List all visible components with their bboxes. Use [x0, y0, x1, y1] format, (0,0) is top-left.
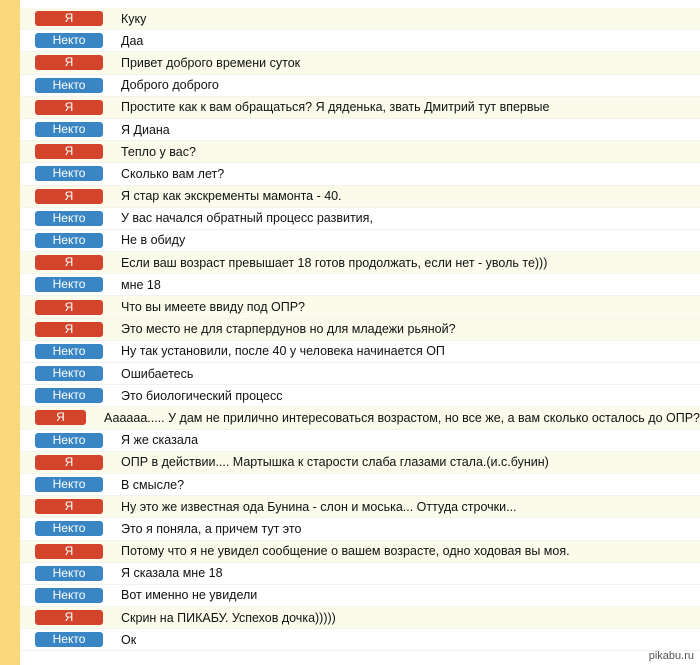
chat-message-row	[20, 296, 700, 318]
message-text: Если ваш возраст превышает 18 готов продолжать, если нет - уволь те)))	[121, 255, 548, 270]
message-text: Скрин на ПИКАБУ. Успехов дочка)))))	[121, 610, 336, 625]
sender-badge-me: Я	[35, 144, 103, 159]
message-text: Я стар как экскременты мамонта - 40.	[121, 189, 342, 204]
sender-badge-other: Некто	[35, 233, 103, 248]
sender-badge-other: Некто	[35, 632, 103, 647]
sender-badge-other: Некто	[35, 344, 103, 359]
chat-message-row	[20, 30, 700, 52]
sender-badge-me: Я	[35, 189, 103, 204]
message-text: Привет доброго времени суток	[121, 55, 301, 70]
sender-badge-me: Я	[35, 610, 103, 625]
sender-badge-other: Некто	[35, 433, 103, 448]
message-text: Я Диана	[121, 122, 170, 137]
message-text: У вас начался обратный процесс развития,	[121, 211, 373, 226]
chat-message-row	[20, 585, 700, 607]
message-text: Тепло у вас?	[121, 144, 196, 159]
message-text: Это я поняла, а причем тут это	[121, 521, 302, 536]
message-text: Простите как к вам обращаться? Я дяденька, звать Дмитрий тут впервые	[121, 100, 550, 115]
sender-badge-me: Я	[35, 455, 103, 470]
sender-badge-me: Я	[35, 11, 103, 26]
chat-message-row	[20, 407, 700, 429]
chat-message-row	[20, 496, 700, 518]
sender-badge-me: Я	[35, 300, 103, 315]
chat-message-row	[20, 8, 700, 30]
chat-message-row	[20, 163, 700, 185]
sender-badge-me: Я	[35, 322, 103, 337]
message-text: ОПР в действии.... Мартышка к старости слаба глазами стала.(и.с.бунин)	[121, 455, 549, 470]
sender-badge-other: Некто	[35, 566, 103, 581]
chat-message-row	[20, 452, 700, 474]
sender-badge-other: Некто	[35, 211, 103, 226]
message-text: Я же сказала	[121, 433, 199, 448]
sender-badge-other: Некто	[35, 521, 103, 536]
chat-message-row	[20, 518, 700, 540]
left-decor-strip	[0, 0, 20, 665]
message-text: Куку	[121, 11, 147, 26]
sender-badge-other: Некто	[35, 78, 103, 93]
chat-message-row	[20, 319, 700, 341]
message-text: Это место не для старпердунов но для младежи рьяной?	[121, 322, 456, 337]
chat-message-row	[20, 141, 700, 163]
sender-badge-me: Я	[35, 544, 103, 559]
message-text: мне 18	[121, 277, 161, 292]
chat-message-row	[20, 208, 700, 230]
chat-message-row	[20, 474, 700, 496]
message-text: Что вы имеете ввиду под ОПР?	[121, 300, 306, 315]
message-text: Потому что я не увидел сообщение о вашем возрасте, одно ходовая вы моя.	[121, 544, 570, 559]
chat-message-row	[20, 119, 700, 141]
chat-message-row	[20, 75, 700, 97]
message-text: Ошибаетесь	[121, 366, 194, 381]
sender-badge-other: Некто	[35, 166, 103, 181]
message-text: Ок	[121, 632, 137, 647]
sender-badge-me: Я	[35, 410, 86, 425]
message-text: Даа	[121, 33, 144, 48]
chat-message-row	[20, 385, 700, 407]
message-text: Ну так установили, после 40 у человека начинается ОП	[121, 344, 445, 359]
sender-badge-other: Некто	[35, 477, 103, 492]
chat-message-row	[20, 274, 700, 296]
message-text: Это биологический процесс	[121, 388, 283, 403]
chat-message-row	[20, 430, 700, 452]
sender-badge-other: Некто	[35, 588, 103, 603]
sender-badge-other: Некто	[35, 122, 103, 137]
chat-message-row	[20, 541, 700, 563]
sender-badge-me: Я	[35, 55, 103, 70]
sender-badge-other: Некто	[35, 366, 103, 381]
chat-log	[20, 8, 700, 651]
sender-badge-me: Я	[35, 499, 103, 514]
sender-badge-other: Некто	[35, 277, 103, 292]
chat-message-row	[20, 363, 700, 385]
watermark: pikabu.ru	[648, 650, 694, 662]
sender-badge-me: Я	[35, 100, 103, 115]
chat-message-row	[20, 607, 700, 629]
chat-message-row	[20, 563, 700, 585]
sender-badge-me: Я	[35, 255, 103, 270]
chat-message-row	[20, 629, 700, 651]
message-text: Сколько вам лет?	[121, 166, 225, 181]
message-text: Аааааа..... У дам не прилично интересоваться возрастом, но все же, а вам сколько осталось до ОПР?	[104, 410, 700, 425]
message-text: Доброго доброго	[121, 78, 219, 93]
chat-message-row	[20, 52, 700, 74]
sender-badge-other: Некто	[35, 388, 103, 403]
message-text: Ну это же известная ода Бунина - слон и моська... Оттуда строчки...	[121, 499, 517, 514]
chat-message-row	[20, 186, 700, 208]
chat-message-row	[20, 252, 700, 274]
message-text: В смысле?	[121, 477, 185, 492]
chat-message-row	[20, 97, 700, 119]
sender-badge-other: Некто	[35, 33, 103, 48]
chat-message-row	[20, 341, 700, 363]
message-text: Не в обиду	[121, 233, 186, 248]
message-text: Я сказала мне 18	[121, 566, 223, 581]
message-text: Вот именно не увидели	[121, 588, 258, 603]
chat-message-row	[20, 230, 700, 252]
